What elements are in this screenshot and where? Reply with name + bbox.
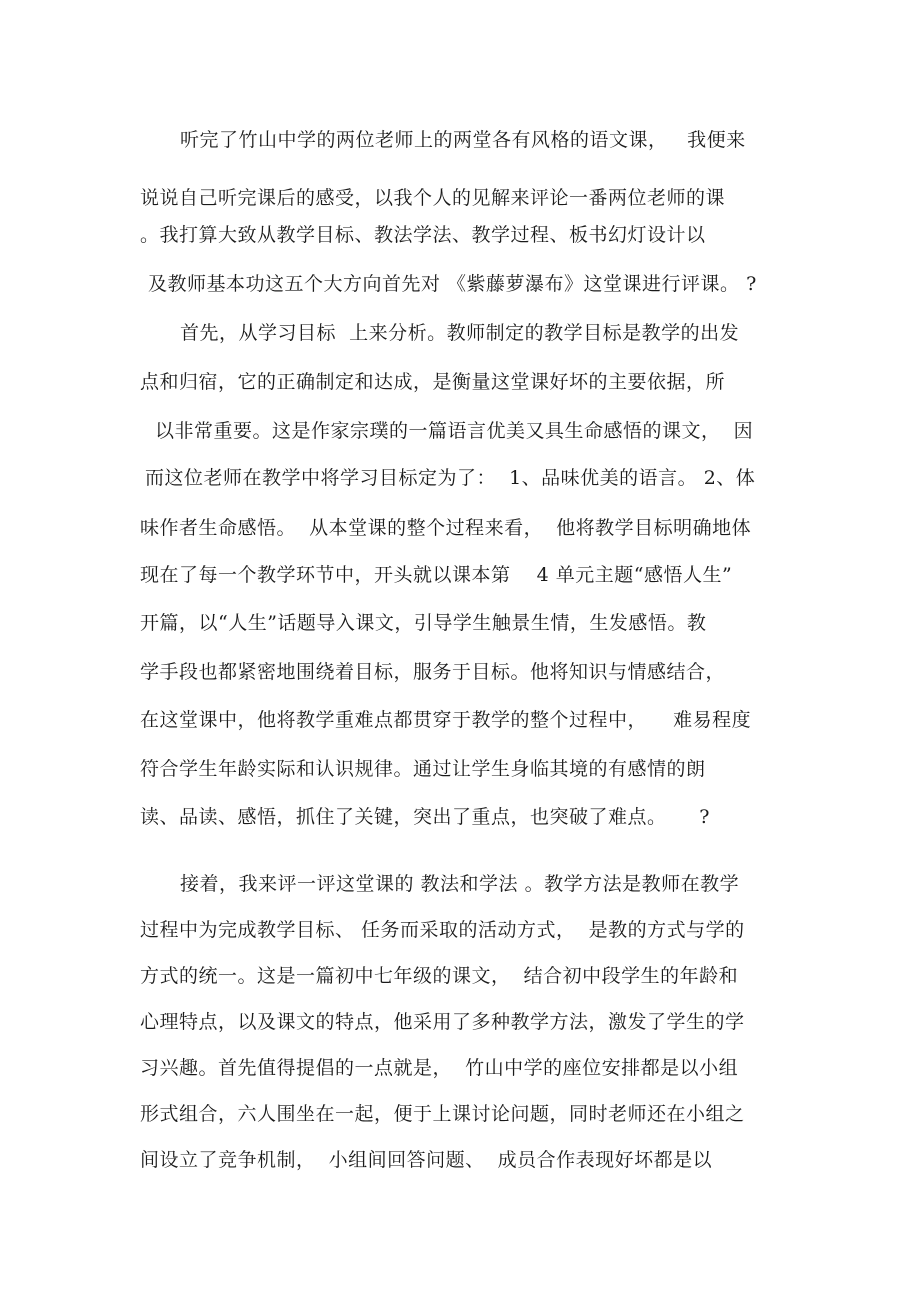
text-line: 间设立了竞争机制， 小组间回答问题、 成员合作表现好坏都是以 — [140, 1149, 713, 1171]
text-line: 。我打算大致从教学目标、教法学法、教学过程、板书幻灯设计以 — [140, 224, 706, 246]
text-line: 以非常重要。这是作家宗璞的一篇语言优美又具生命感悟的课文， 因 — [155, 420, 754, 442]
text-line: 点和归宿，它的正确制定和达成，是衡量这堂课好坏的主要依据，所 — [140, 371, 726, 393]
text-line: 接着，我来评一评这堂课的 教法和学法 。教学方法是教师在教学 — [180, 873, 740, 895]
text-line: 味作者生命感悟。 从本堂课的整个过程来看， 他将教学目标明确地体 — [140, 517, 752, 539]
text-line: 开篇，以“人生”话题导入课文，引导学生触景生情，生发感悟。教 — [140, 612, 707, 634]
text-line: 形式组合，六人围坐在一起，便于上课讨论问题，同时老师还在小组之 — [140, 1103, 745, 1125]
text-line: 现在了每一个教学环节中，开头就以课本第 4 单元主题“感悟人生” — [140, 564, 733, 586]
text-line: 符合学生年龄实际和认识规律。通过让学生身临其境的有感情的朗 — [140, 758, 706, 780]
text-line: 心理特点，以及课文的特点，他采用了多种教学方法，激发了学生的学 — [140, 1011, 745, 1033]
text-line: 在这堂课中，他将教学重难点都贯穿于教学的整个过程中， 难易程度 — [140, 709, 752, 731]
text-line: 习兴趣。首先值得提倡的一点就是， 竹山中学的座位安排都是以小组 — [140, 1057, 739, 1079]
text-line: 方式的统一。这是一篇初中七年级的课文， 结合初中段学生的年龄和 — [140, 965, 739, 987]
text-line: 而这位老师在教学中将学习目标定为了： 1、品味优美的语言。 2、体 — [145, 467, 756, 489]
text-line: 读、品读、感悟，抓住了关键，突出了重点，也突破了难点。 ? — [140, 806, 710, 828]
text-line: 听完了竹山中学的两位老师上的两堂各有风格的语文课， 我便来 — [180, 129, 746, 151]
text-line: 说说自己听完课后的感受，以我个人的见解来评论一番两位老师的课 — [140, 187, 726, 209]
text-line: 及教师基本功这五个大方向首先对 《紫藤萝瀑布》这堂课进行评课。 ? — [148, 273, 757, 295]
text-line: 学手段也都紧密地围绕着目标，服务于目标。他将知识与情感结合， — [140, 661, 726, 683]
text-line: 过程中为完成教学目标、 任务而采取的活动方式， 是教的方式与学的 — [140, 919, 745, 941]
text-line: 首先，从学习目标 上来分析。教师制定的教学目标是教学的出发 — [180, 322, 740, 344]
